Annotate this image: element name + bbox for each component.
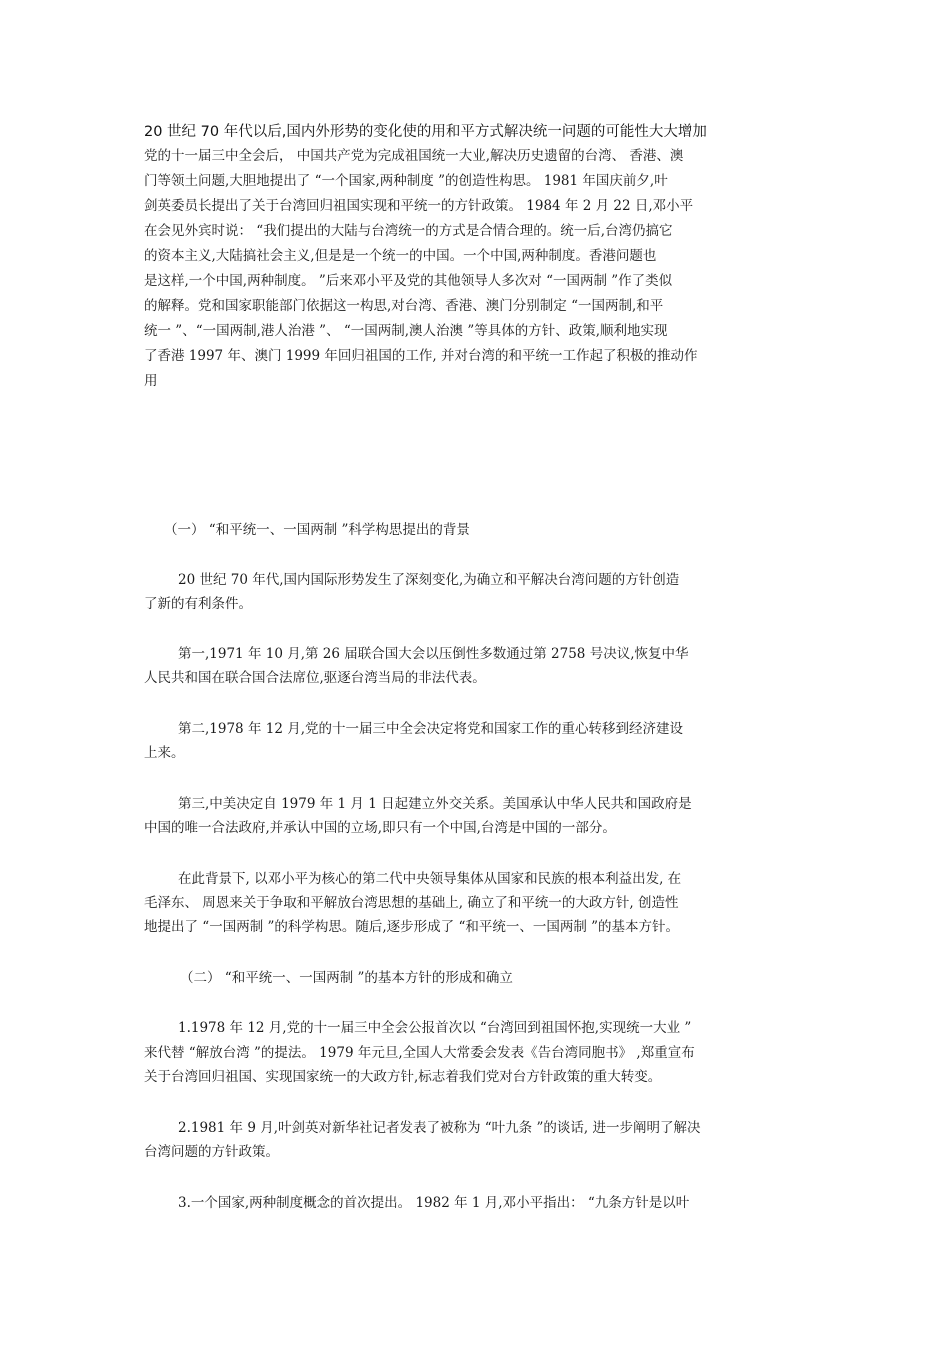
section-heading: （二） “和平统一、一国两制 ”的基本方针的形成和确立 <box>180 970 513 986</box>
paragraph-line: 20 世纪 70 年代,国内国际形势发生了深刻变化,为确立和平解决台湾问题的方针创造 <box>178 572 680 588</box>
paragraph-line: 中国的唯一合法政府,并承认中国的立场,即只有一个中国,台湾是中国的一部分。 <box>144 820 616 836</box>
intro-line: 统一 ”、“一国两制,港人治港 ”、 “一国两制,澳人治澳 ”等具体的方针、政策,顺利地实现 <box>144 323 668 339</box>
paragraph-line: 了新的有利条件。 <box>144 596 252 612</box>
paragraph-line: 关于台湾回归祖国、实现国家统一的大政方针,标志着我们党对台方针政策的重大转变。 <box>144 1069 662 1085</box>
paragraph-line: 地提出了 “一国两制 ”的科学构思。随后,逐步形成了 “和平统一、一国两制 ”的基本方针。 <box>144 919 680 935</box>
intro-line: 在会见外宾时说： “我们提出的大陆与台湾统一的方式是合情合理的。统一后,台湾仍搞它 <box>144 223 673 239</box>
intro-line: 了香港 1997 年、澳门 1999 年回归祖国的工作, 并对台湾的和平统一工作起了积极的推动作 <box>144 348 698 364</box>
intro-line: 用 <box>144 373 158 389</box>
paragraph-line: 台湾问题的方针政策。 <box>144 1144 279 1160</box>
document-title: 20 世纪 70 年代以后,国内外形势的变化使的用和平方式解决统一问题的可能性大大增加 <box>144 124 707 140</box>
paragraph-line: 上来。 <box>144 745 185 761</box>
paragraph-line: 来代替 “解放台湾 ”的提法。 1979 年元旦,全国人大常委会发表《告台湾同胞书》 ,郑重宣布 <box>144 1045 695 1061</box>
intro-line: 的资本主义,大陆搞社会主义,但是是一个统一的中国。一个中国,两种制度。香港问题也 <box>144 248 657 264</box>
paragraph-line: 在此背景下, 以邓小平为核心的第二代中央领导集体从国家和民族的根本利益出发, 在 <box>178 871 682 887</box>
paragraph-line: 2.1981 年 9 月,叶剑英对新华社记者发表了被称为 “叶九条 ”的谈话, 进一步阐明了解决 <box>178 1120 701 1136</box>
paragraph-line: 3.一个国家,两种制度概念的首次提出。 1982 年 1 月,邓小平指出： “九条方针是以叶 <box>178 1195 690 1211</box>
paragraph-line: 人民共和国在联合国合法席位,驱逐台湾当局的非法代表。 <box>144 670 486 686</box>
paragraph-line: 1.1978 年 12 月,党的十一届三中全会公报首次以 “台湾回到祖国怀抱,实现统一大业 ” <box>178 1020 692 1036</box>
intro-line: 的解释。党和国家职能部门依据这一构思,对台湾、香港、澳门分别制定 “一国两制,和平 <box>144 298 664 314</box>
paragraph-line: 毛泽东、 周恩来关于争取和平解放台湾思想的基础上, 确立了和平统一的大政方针, 创造性 <box>144 895 679 911</box>
intro-line: 剑英委员长提出了关于台湾回归祖国实现和平统一的方针政策。 1984 年 2 月 22 日,邓小平 <box>144 198 694 214</box>
intro-line: 是这样,一个中国,两种制度。 ”后来邓小平及党的其他领导人多次对 “一国两制 ”作了类似 <box>144 273 673 289</box>
intro-line: 门等领土问题,大胆地提出了 “一个国家,两种制度 ”的创造性构思。 1981 年国庆前夕,叶 <box>144 173 668 189</box>
intro-line: 党的十一届三中全会后， 中国共产党为完成祖国统一大业,解决历史遗留的台湾、 香港、澳 <box>144 148 684 164</box>
paragraph-line: 第三,中美决定自 1979 年 1 月 1 日起建立外交关系。美国承认中华人民共和国政府是 <box>178 796 692 812</box>
section-heading: （一） “和平统一、一国两制 ”科学构思提出的背景 <box>164 522 470 538</box>
paragraph-line: 第二,1978 年 12 月,党的十一届三中全会决定将党和国家工作的重心转移到经济建设 <box>178 721 683 737</box>
paragraph-line: 第一,1971 年 10 月,第 26 届联合国大会以压倒性多数通过第 2758 号决议,恢复中华 <box>178 646 689 662</box>
